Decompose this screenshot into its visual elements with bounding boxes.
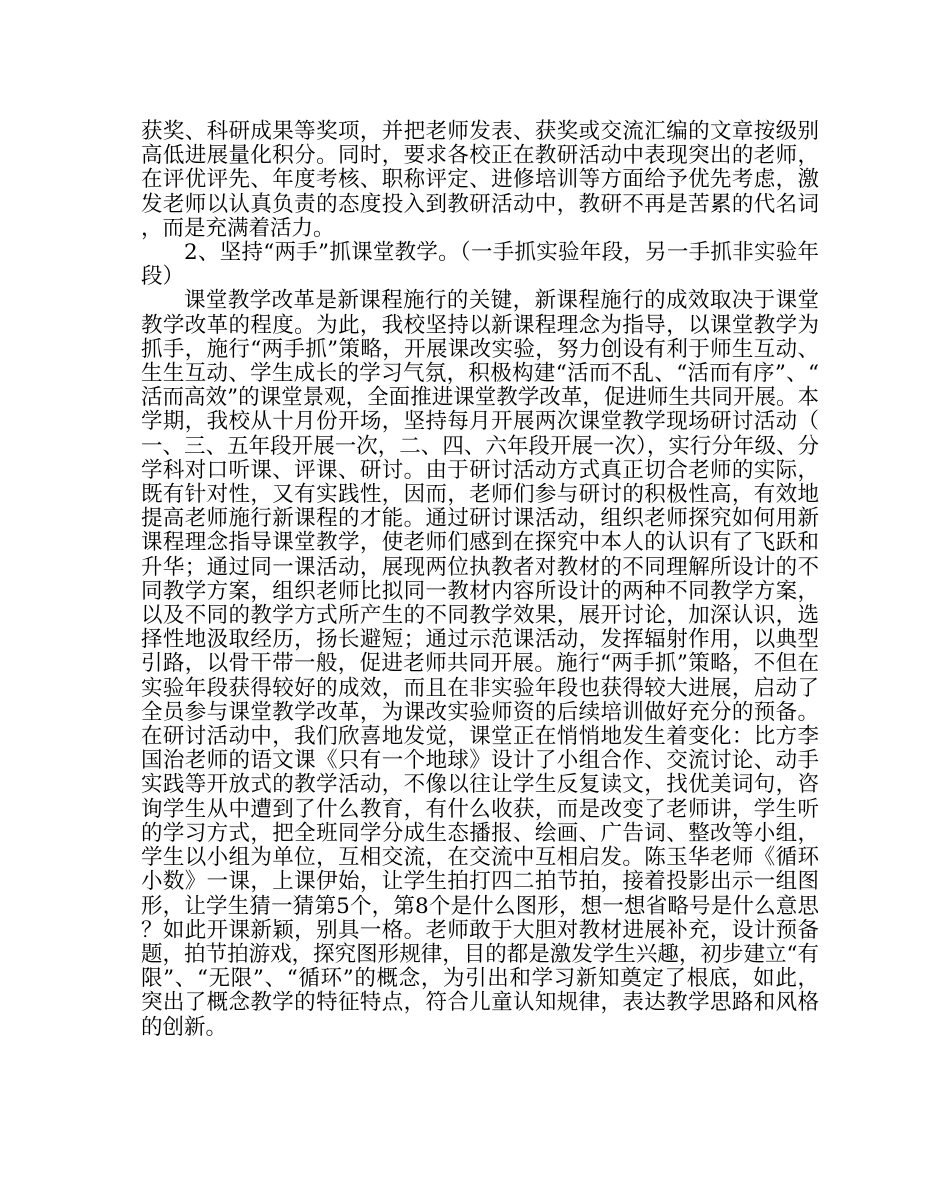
paragraph-intro-continuation: 获奖、科研成果等奖项，并把老师发表、获奖或交流汇编的文章按级别高低进展量化积分。同时，要求各校正在教研活动中表现突出的老师，在评优评先、年度考核、职称评定、进修培训等方面给予优先考虑，激发老师以认真负责的态度投入到教研活动中，教研不再是苦累的代名词，而是充满着活力。	[141, 119, 819, 241]
paragraph-classroom-reform: 课堂教学改革是新课程施行的关键，新课程施行的成效取决于课堂教学改革的程度。为此，我校坚持以新课程理念为指导，以课堂教学为抓手，施行“两手抓”策略，开展课改实验，努力创设有利于师生互动、生生互动、学生成长的学习气氛，积极构建“活而不乱、“活而有序”、“活而高效”的课堂景观，全面推进课堂教学改革，促进师生共同开展。本学期，我校从十月份开场，坚持每月开展两次课堂教学现场研讨活动（一、三、五年段开展一次，二、四、六年段开展一次），实行分年级、分学科对口听课、评课、研讨。由于研讨活动方式真正切合老师的实际，既有针对性，又有实践性，因而，老师们参与研讨的积极性高，有效地提高老师施行新课程的才能。通过研讨课活动，组织老师探究如何用新课程理念指导课堂教学，使老师们感到在探究中本人的认识有了飞跃和升华；通过同一课活动，展现两位执教者对教材的不同理解所设计的不同教学方案，组织老师比拟同一教材内容所设计的两种不同教学方案，以及不同的教学方式所产生的不同教学效果，展开讨论，加深认识，选择性地汲取经历，扬长避短；通过示范课活动，发挥辐射作用，以典型引路，以骨干带一般，促进老师共同开展。施行“两手抓”策略，不但在实验年段获得较好的成效，而且在非实验年段也获得较大进展，启动了全员参与课堂教学改革，为课改实验师资的后续培训做好充分的预备。在研讨活动中，我们欣喜地发觉，课堂正在悄悄地发生着变化：比方李国治老师的语文课《只有一个地球》设计了小组合作、交流讨论、动手实践等开放式的教学活动，不像以往让学生反复读文，找优美词句，咨询学生从中遭到了什么教育，有什么收获，而是改变了老师讲，学生听的学习方式，把全班同学分成生态播报、绘画、广告词、整改等小组，学生以小组为单位，互相交流，在交流中互相启发。陈玉华老师《循环小数》一课，上课伊始，让学生拍打四二拍节拍，接着投影出示一组图形，让学生猜一猜第5个，第8个是什么图形，想一想省略号是什么意思？如此开课新颖，别具一格。老师敢于大胆对教材进展补充，设计预备题，拍节拍游戏，探究图形规律，目的都是激发学生兴趣，初步建立“有限”、“无限”、“循环”的概念，为引出和学习新知奠定了根底，如此，突出了概念教学的特征特点，符合儿童认知规律，表达教学思路和风格的创新。	[141, 288, 819, 1040]
document-body	[141, 120, 819, 1040]
paragraph-section-heading: 2、坚持“两手”抓课堂教学。（一手抓实验年段，另一手抓非实验年段）	[141, 240, 819, 290]
